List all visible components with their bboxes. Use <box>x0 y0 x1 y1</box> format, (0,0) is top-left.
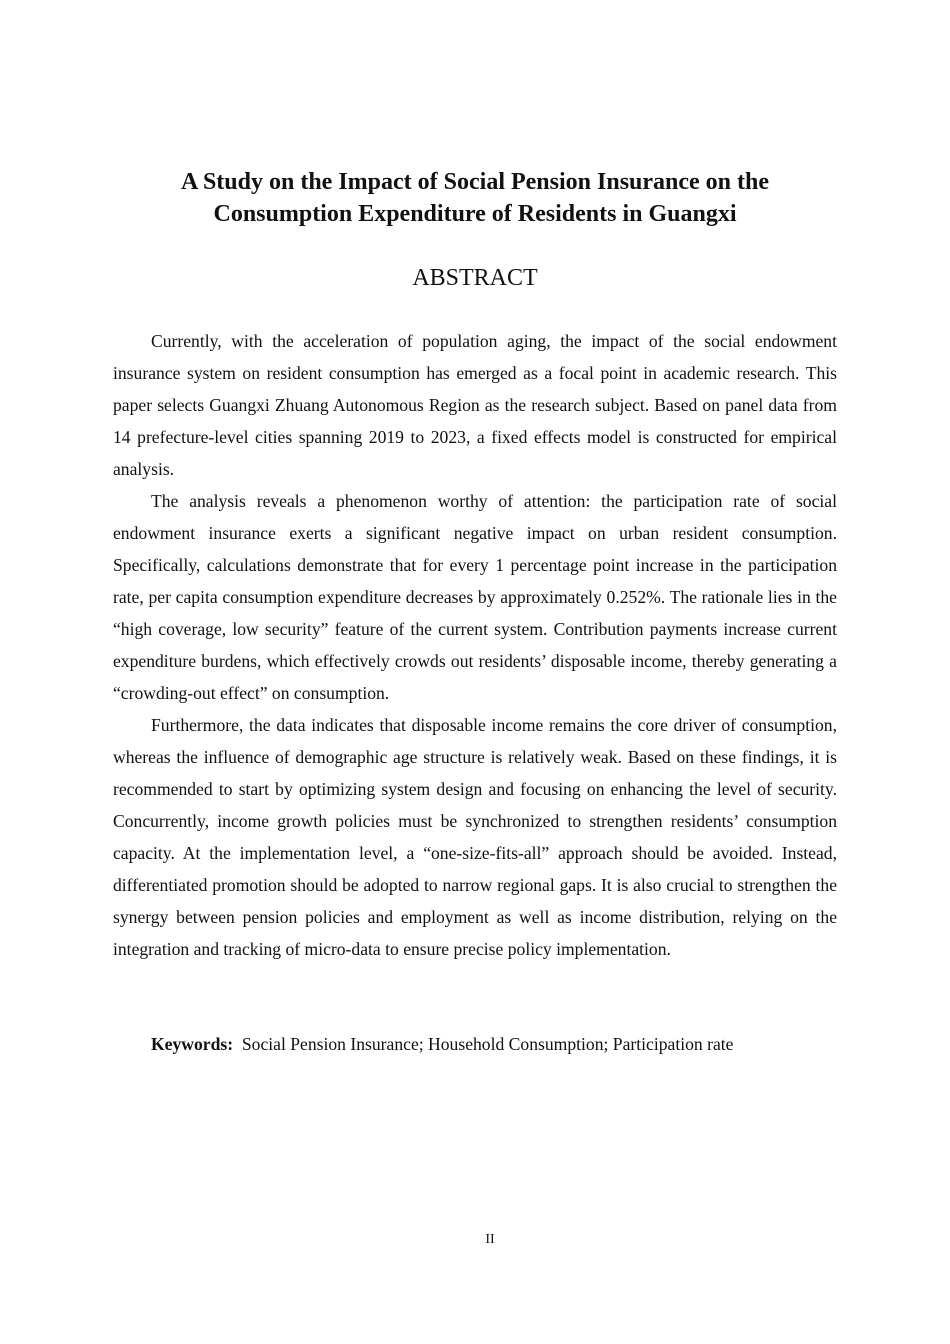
abstract-paragraph-2: The analysis reveals a phenomenon worthy of attention: the participation rate of social endowment insurance exerts a significant negative impact on urban resident consumption. Specifically, calculations demonstrate that for every 1 percentage point increase in the participation rate, per capita consumption expenditure decreases by approximately 0.252%. The rationale lies in the “high coverage, low security” feature of the current system. Contribution payments increase current expenditure burdens, which effectively crowds out residents’ disposable income, thereby generating a “crowding-out effect” on consumption. <box>113 491 837 703</box>
keywords-label: Keywords: <box>151 1034 234 1054</box>
abstract-paragraph-1: Currently, with the acceleration of population aging, the impact of the social endowment insurance system on resident consumption has emerged as a focal point in academic research. This paper selects Guangxi Zhuang Autonomous Region as the research subject. Based on panel data from 14 prefecture-level cities spanning 2019 to 2023, a fixed effects model is constructed for empirical analysis. <box>113 331 837 479</box>
abstract-heading: ABSTRACT <box>412 265 538 291</box>
abstract-body <box>113 325 837 965</box>
page-number: II <box>485 1232 495 1247</box>
paper-title <box>113 166 837 230</box>
paper-title-line-1: A Study on the Impact of Social Pension Insurance on the <box>180 169 770 195</box>
abstract-paragraph-3: Furthermore, the data indicates that disposable income remains the core driver of consumption, whereas the influence of demographic age structure is relatively weak. Based on these findings, it is recommended to start by optimizing system design and focusing on enhancing the level of security. Concurrently, income growth policies must be synchronized to strengthen residents’ consumption capacity. At the implementation level, a “one-size-fits-all” approach should be avoided. Instead, differentiated promotion should be adopted to narrow regional gaps. It is also crucial to strengthen the synergy between pension policies and employment as well as income distribution, relying on the integration and tracking of micro-data to ensure precise policy implementation. <box>113 715 837 959</box>
keywords-value: Social Pension Insurance; Household Consumption; Participation rate <box>241 1034 734 1054</box>
paper-title-line-2: Consumption Expenditure of Residents in Guangxi <box>213 201 737 227</box>
keywords-line <box>113 1028 837 1060</box>
